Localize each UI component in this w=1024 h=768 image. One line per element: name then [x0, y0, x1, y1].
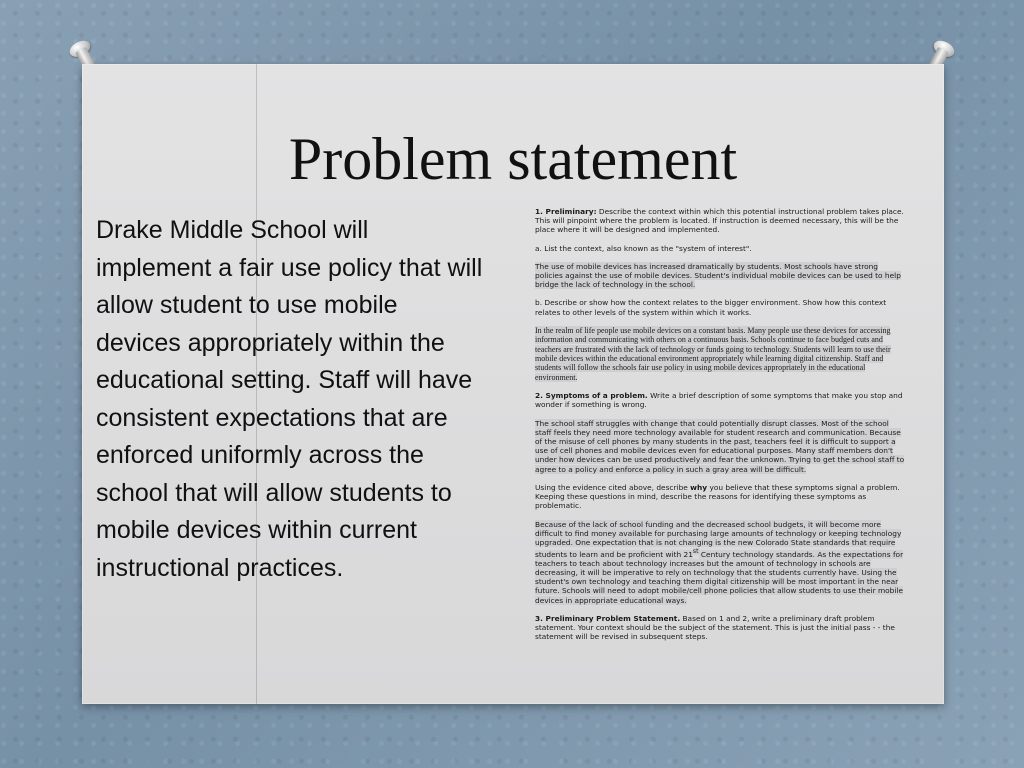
doc-paragraph-realm-of-life: In the realm of life people use mobile devices on a constant basis. Many people use these devices for accessing information and communicating with others on a continuous basis. Schools continue to face budged cuts and teachers are frustrated with the lack of technology or funds going to technology. Students will learn to use their mobile devices within the educational environment appropriately while learning digital citizenship. Staff and students will follow the schools fair use policy in using mobile devices appropriately in the educational environment.: [535, 325, 891, 382]
embedded-document: [535, 207, 905, 650]
doc-label-symptoms: 2. Symptoms of a problem.: [535, 391, 648, 401]
slide-title: Problem statement: [288, 126, 738, 192]
doc-paragraph-funding: Because of the lack of school funding and the decreased school budgets, it will become more difficult to find money available for purchasing large amounts of technology or keeping technology upgraded. One expectation that is not changing is the new Colorado State standards that require students to learn and be proficient with 21st Century technology standards. As the expectations for teachers to teach about technology increases but the amount of technology in schools are decreasing, it will be imperative to rely on technology that the students currently have. Using the student's own technology and teaching them digital citizenship will be most important in the near future. Schools will need to adopt mobile/cell phone policies that allow students to use their mobile devices in appropriate educational ways.: [535, 519, 904, 605]
doc-paragraph-symptoms: 2. Symptoms of a problem. Write a brief description of some symptoms that make you stop and wonder if something is wrong.: [535, 391, 903, 410]
doc-paragraph-preliminary-statement: 3. Preliminary Problem Statement. Based on 1 and 2, write a preliminary draft problem statement. Your context should be the subject of the statement. This is just the initial pass - - the statement will be revised in subsequent steps.: [535, 613, 895, 642]
doc-paragraph-list-context: a. List the context, also known as the "system of interest".: [535, 243, 752, 253]
doc-paragraph-evidence: Using the evidence cited above, describe why you believe that these symptoms signal a problem. Keeping these questions in mind, describe the reasons for identifying these symptoms as problematic.: [535, 482, 900, 511]
doc-paragraph-describe-context: b. Describe or show how the context relates to the bigger environment. Show how this context relates to other levels of the system within which it works.: [535, 298, 887, 317]
doc-paragraph-staff-struggles: The school staff struggles with change that could potentially disrupt classes. Most of the school staff feels they need more technology available for student research and communication. Because of the misuse of cell phones by many students in the past, teachers feel it is difficult to support a use of cell phones and mobile devices even for educational purposes. Many staff members don't under how devices can be used productively and fear the unknown. Trying to get the school staff to agree to a policy and enforce a policy in such a gray area will be difficult.: [535, 418, 905, 474]
problem-statement-text: Drake Middle School will implement a fair use policy that will allow student to use mobile devices appropriately within the educational setting. Staff will have consistent expectations that are enforced uniformly across the school that will allow students to mobile devices within current instructional practices.: [96, 216, 483, 582]
slide-paper: [82, 64, 944, 704]
doc-label-preliminary: 1. Preliminary:: [535, 207, 597, 216]
doc-paragraph-preliminary: 1. Preliminary: Describe the context within which this potential instructional problem takes place. This will pinpoint where the problem is located. If instruction is deemed necessary, this will be the place where it will be designed and implemented.: [535, 207, 904, 235]
doc-paragraph-mobile-use: The use of mobile devices has increased dramatically by students. Most schools have strong policies against the use of mobile devices. Student's individual mobile devices can be used to help bridge the lack of technology in the school.: [535, 261, 901, 290]
doc-label-preliminary-statement: 3. Preliminary Problem Statement.: [535, 613, 681, 623]
